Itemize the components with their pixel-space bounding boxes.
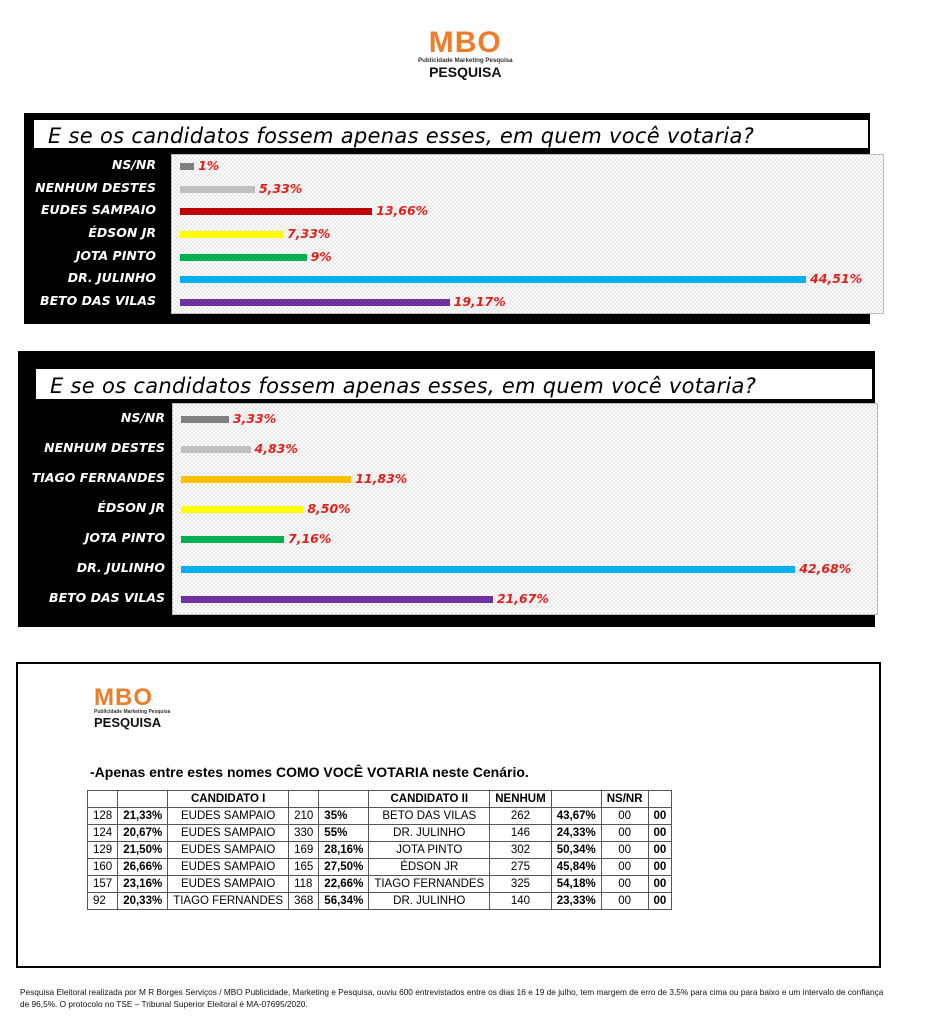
table-cell: EUDES SAMPAIO xyxy=(168,808,289,825)
table-title: -Apenas entre estes nomes COMO VOCÊ VOTARIA neste Cenário. xyxy=(90,764,529,780)
data-label: 8,50% xyxy=(307,501,351,516)
table-row xyxy=(88,876,672,893)
column-header xyxy=(118,791,168,808)
table-cell: 165 xyxy=(289,859,319,876)
category-label: BETO DAS VILAS xyxy=(40,292,156,308)
table-cell: EUDES SAMPAIO xyxy=(168,859,289,876)
data-label: 11,83% xyxy=(355,471,408,486)
column-header xyxy=(648,791,672,808)
bar xyxy=(181,476,351,483)
table-cell: 50,34% xyxy=(551,842,601,859)
table-cell: 45,84% xyxy=(551,859,601,876)
table-cell: 275 xyxy=(490,859,551,876)
table-cell: 54,18% xyxy=(551,876,601,893)
bar xyxy=(181,596,493,603)
table-cell: 302 xyxy=(490,842,551,859)
table-cell: 330 xyxy=(289,825,319,842)
table-cell: 118 xyxy=(289,876,319,893)
category-label: NS/NR xyxy=(120,410,165,425)
category-label: JOTA PINTO xyxy=(75,247,156,263)
table-cell: EUDES SAMPAIO xyxy=(168,876,289,893)
table-cell: 00 xyxy=(601,842,648,859)
table-cell: DR. JULINHO xyxy=(369,893,490,910)
table-cell: BETO DAS VILAS xyxy=(369,808,490,825)
chart-title: E se os candidatos fossem apenas esses, em quem você votaria? xyxy=(34,120,868,148)
chart-panel-2 xyxy=(18,351,875,627)
data-label: 42,68% xyxy=(799,561,852,576)
table-cell: 00 xyxy=(601,876,648,893)
bar xyxy=(181,416,229,423)
category-label: DR. JULINHO xyxy=(76,560,165,575)
footnote-text: M R Borges Serviços / MBO Publicidade, Marketing e Pesquisa, ouviu 600 entrevistados entre os dias 16 e 19 de julho, tem margem de erro de 3,5% para cima ou para baixo e um intervalo de confiança de 96,5%. O protocolo no TSE – Tribunal Superior Eleitoral é MA-07695/2020. xyxy=(20,987,884,1009)
table-cell: EUDES SAMPAIO xyxy=(168,825,289,842)
table-row xyxy=(88,893,672,910)
table-cell: 140 xyxy=(490,893,551,910)
bar xyxy=(181,446,251,453)
table-cell: 23,33% xyxy=(551,893,601,910)
table-cell: 00 xyxy=(648,876,672,893)
table-cell: 160 xyxy=(88,859,118,876)
category-label: EUDES SAMPAIO xyxy=(40,202,156,218)
table-cell: 21,50% xyxy=(118,842,168,859)
category-labels xyxy=(24,154,156,312)
table-cell: JOTA PINTO xyxy=(369,842,490,859)
bar xyxy=(180,299,450,306)
data-label: 21,67% xyxy=(496,591,549,606)
category-label: NENHUM DESTES xyxy=(35,179,156,195)
table-cell: 169 xyxy=(289,842,319,859)
mbo-logo xyxy=(418,28,513,79)
table-cell: 00 xyxy=(648,893,672,910)
table-cell: 00 xyxy=(648,825,672,842)
category-labels xyxy=(18,403,165,613)
data-label: 44,51% xyxy=(810,271,863,287)
bar xyxy=(181,566,795,573)
table-row xyxy=(88,859,672,876)
logo-mark xyxy=(429,28,502,58)
data-label: 1% xyxy=(198,158,220,174)
column-header xyxy=(289,791,319,808)
table-cell: 20,33% xyxy=(118,893,168,910)
table-cell: 210 xyxy=(289,808,319,825)
table-cell: 00 xyxy=(648,842,672,859)
table-row xyxy=(88,842,672,859)
plot-area xyxy=(172,403,878,615)
table-cell: 20,67% xyxy=(118,825,168,842)
table-row xyxy=(88,808,672,825)
table-cell: EUDES SAMPAIO xyxy=(168,842,289,859)
bar xyxy=(181,506,303,513)
logo-tagline: Publicidade Marketing Pesquisa xyxy=(418,57,513,64)
mbo-logo xyxy=(94,686,170,729)
chart-panel-1 xyxy=(24,113,870,324)
logo-word: PESQUISA xyxy=(429,63,502,80)
logo-word: PESQUISA xyxy=(94,714,162,730)
logo-tagline: Publicidade Marketing Pesquisa xyxy=(94,709,171,715)
bar xyxy=(180,276,806,283)
table-cell: 262 xyxy=(490,808,551,825)
table-cell: 55% xyxy=(319,825,369,842)
bar xyxy=(180,186,255,193)
column-header: NENHUM xyxy=(490,791,551,808)
table-cell: 128 xyxy=(88,808,118,825)
table-cell: DR. JULINHO xyxy=(369,825,490,842)
scenario-table xyxy=(87,790,672,910)
table-cell: 21,33% xyxy=(118,808,168,825)
data-label: 13,66% xyxy=(376,203,429,219)
table-cell: 92 xyxy=(88,893,118,910)
category-label: TIAGO FERNANDES xyxy=(31,470,165,485)
column-header xyxy=(319,791,369,808)
table-cell: TIAGO FERNANDES xyxy=(369,876,490,893)
table-body xyxy=(88,808,672,910)
table-cell: 146 xyxy=(490,825,551,842)
table-cell: 23,16% xyxy=(118,876,168,893)
table-cell: 27,50% xyxy=(319,859,369,876)
table-cell: ÉDSON JR xyxy=(369,859,490,876)
data-label: 7,16% xyxy=(288,531,332,546)
table-cell: 129 xyxy=(88,842,118,859)
table-cell: 35% xyxy=(319,808,369,825)
category-label: BETO DAS VILAS xyxy=(49,590,165,605)
category-label: NS/NR xyxy=(111,157,156,173)
category-label: ÉDSON JR xyxy=(97,500,165,515)
table-cell: TIAGO FERNANDES xyxy=(168,893,289,910)
table-cell: 22,66% xyxy=(319,876,369,893)
data-label: 7,33% xyxy=(287,226,331,241)
data-label: 3,33% xyxy=(232,411,277,426)
table-cell: 00 xyxy=(648,859,672,876)
logo-name: MBO xyxy=(94,684,153,711)
data-label: 9% xyxy=(310,248,332,264)
table-cell: 325 xyxy=(490,876,551,893)
bar xyxy=(181,536,284,543)
table-cell: 43,67% xyxy=(551,808,601,825)
plot-area xyxy=(171,154,884,314)
bar xyxy=(180,254,307,261)
data-label: 19,17% xyxy=(453,293,506,309)
table-cell: 56,34% xyxy=(319,893,369,910)
table-cell: 26,66% xyxy=(118,859,168,876)
table-cell: 00 xyxy=(601,893,648,910)
table-cell: 00 xyxy=(601,825,648,842)
category-label: DR. JULINHO xyxy=(67,270,156,286)
table-cell: 00 xyxy=(601,808,648,825)
column-header xyxy=(551,791,601,808)
bar xyxy=(180,231,283,238)
table-cell: 28,16% xyxy=(319,842,369,859)
logo-mark xyxy=(94,686,153,710)
bar xyxy=(180,163,194,170)
footnote xyxy=(20,986,890,1010)
chart-title: E se os candidatos fossem apenas esses, em quem você votaria? xyxy=(36,369,872,399)
column-header xyxy=(88,791,118,808)
table-cell: 24,33% xyxy=(551,825,601,842)
column-header: CANDIDATO I xyxy=(168,791,289,808)
table-cell: 00 xyxy=(601,859,648,876)
logo-name: MBO xyxy=(428,26,502,59)
category-label: NENHUM DESTES xyxy=(44,440,165,455)
column-header: NS/NR xyxy=(601,791,648,808)
table-cell: 00 xyxy=(648,808,672,825)
table-cell: 157 xyxy=(88,876,118,893)
data-label: 4,83% xyxy=(254,441,298,456)
column-header: CANDIDATO II xyxy=(369,791,490,808)
footnote-lead: Pesquisa Eleitoral realizada por xyxy=(20,987,137,997)
table-cell: 368 xyxy=(289,893,319,910)
table-header-row xyxy=(88,791,672,808)
table-row xyxy=(88,825,672,842)
category-label: JOTA PINTO xyxy=(84,530,165,545)
category-label: ÉDSON JR xyxy=(88,225,156,240)
data-label: 5,33% xyxy=(258,180,303,196)
bar xyxy=(180,208,372,215)
table-cell: 124 xyxy=(88,825,118,842)
